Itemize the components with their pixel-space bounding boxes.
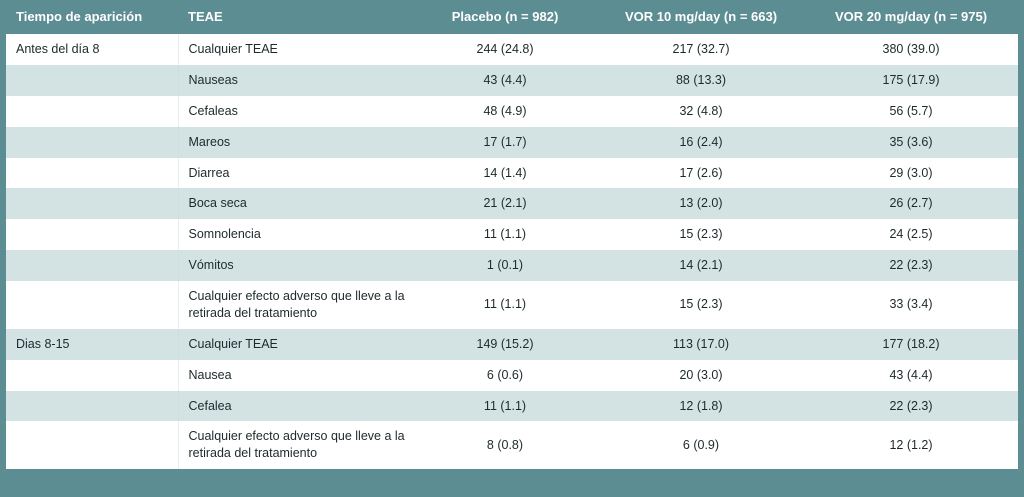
cell-placebo: 14 (1.4) [412,158,598,189]
cell-vor20: 24 (2.5) [804,219,1018,250]
table-row [6,34,1018,65]
table-row [6,250,1018,281]
cell-vor20: 12 (1.2) [804,421,1018,469]
cell-teae: Diarrea [178,158,412,189]
cell-teae: Somnolencia [178,219,412,250]
cell-placebo: 6 (0.6) [412,360,598,391]
cell-placebo: 43 (4.4) [412,65,598,96]
cell-vor20: 35 (3.6) [804,127,1018,158]
column-header-teae: TEAE [178,0,412,34]
table-row [6,65,1018,96]
cell-placebo: 1 (0.1) [412,250,598,281]
cell-time [6,219,178,250]
cell-time [6,127,178,158]
cell-vor20: 29 (3.0) [804,158,1018,189]
cell-vor10: 20 (3.0) [598,360,804,391]
cell-teae: Nausea [178,360,412,391]
cell-placebo: 8 (0.8) [412,421,598,469]
table-row [6,188,1018,219]
cell-placebo: 48 (4.9) [412,96,598,127]
cell-vor10: 6 (0.9) [598,421,804,469]
cell-teae: Cualquier efecto adverso que lleve a la retirada del tratamiento [178,281,412,329]
cell-vor20: 380 (39.0) [804,34,1018,65]
cell-vor10: 32 (4.8) [598,96,804,127]
cell-time [6,158,178,189]
cell-placebo: 11 (1.1) [412,281,598,329]
cell-vor10: 13 (2.0) [598,188,804,219]
cell-vor10: 14 (2.1) [598,250,804,281]
cell-vor20: 43 (4.4) [804,360,1018,391]
adverse-events-table [6,0,1019,469]
cell-vor20: 22 (2.3) [804,391,1018,422]
cell-vor10: 217 (32.7) [598,34,804,65]
cell-vor10: 113 (17.0) [598,329,804,360]
cell-placebo: 11 (1.1) [412,391,598,422]
column-header-time: Tiempo de aparición [6,0,178,34]
cell-teae: Cefalea [178,391,412,422]
cell-teae: Cualquier efecto adverso que lleve a la retirada del tratamiento [178,421,412,469]
table-header-row [6,0,1018,34]
cell-vor10: 16 (2.4) [598,127,804,158]
cell-time [6,281,178,329]
table-row [6,281,1018,329]
cell-vor10: 15 (2.3) [598,281,804,329]
table-body [6,34,1018,469]
cell-teae: Vómitos [178,250,412,281]
cell-placebo: 149 (15.2) [412,329,598,360]
cell-placebo: 21 (2.1) [412,188,598,219]
cell-vor20: 56 (5.7) [804,96,1018,127]
table-row [6,360,1018,391]
cell-teae: Mareos [178,127,412,158]
cell-vor10: 88 (13.3) [598,65,804,96]
table-row [6,329,1018,360]
cell-teae: Cualquier TEAE [178,329,412,360]
column-header-vor10: VOR 10 mg/day (n = 663) [598,0,804,34]
cell-time: Dias 8-15 [6,329,178,360]
cell-teae: Boca seca [178,188,412,219]
cell-placebo: 244 (24.8) [412,34,598,65]
cell-vor20: 26 (2.7) [804,188,1018,219]
table-row [6,158,1018,189]
cell-teae: Nauseas [178,65,412,96]
table-row [6,96,1018,127]
table-row [6,127,1018,158]
cell-vor20: 22 (2.3) [804,250,1018,281]
cell-vor20: 175 (17.9) [804,65,1018,96]
cell-vor10: 17 (2.6) [598,158,804,189]
cell-vor10: 12 (1.8) [598,391,804,422]
table-row [6,391,1018,422]
cell-vor20: 177 (18.2) [804,329,1018,360]
cell-time [6,250,178,281]
column-header-vor20: VOR 20 mg/day (n = 975) [804,0,1018,34]
cell-time [6,360,178,391]
table-row [6,421,1018,469]
cell-teae: Cefaleas [178,96,412,127]
table-header [6,0,1018,34]
cell-placebo: 11 (1.1) [412,219,598,250]
column-header-placebo: Placebo (n = 982) [412,0,598,34]
cell-time [6,96,178,127]
cell-time [6,391,178,422]
cell-time [6,421,178,469]
cell-time [6,65,178,96]
cell-placebo: 17 (1.7) [412,127,598,158]
cell-teae: Cualquier TEAE [178,34,412,65]
cell-time [6,188,178,219]
table-row [6,219,1018,250]
cell-time: Antes del día 8 [6,34,178,65]
cell-vor20: 33 (3.4) [804,281,1018,329]
cell-vor10: 15 (2.3) [598,219,804,250]
